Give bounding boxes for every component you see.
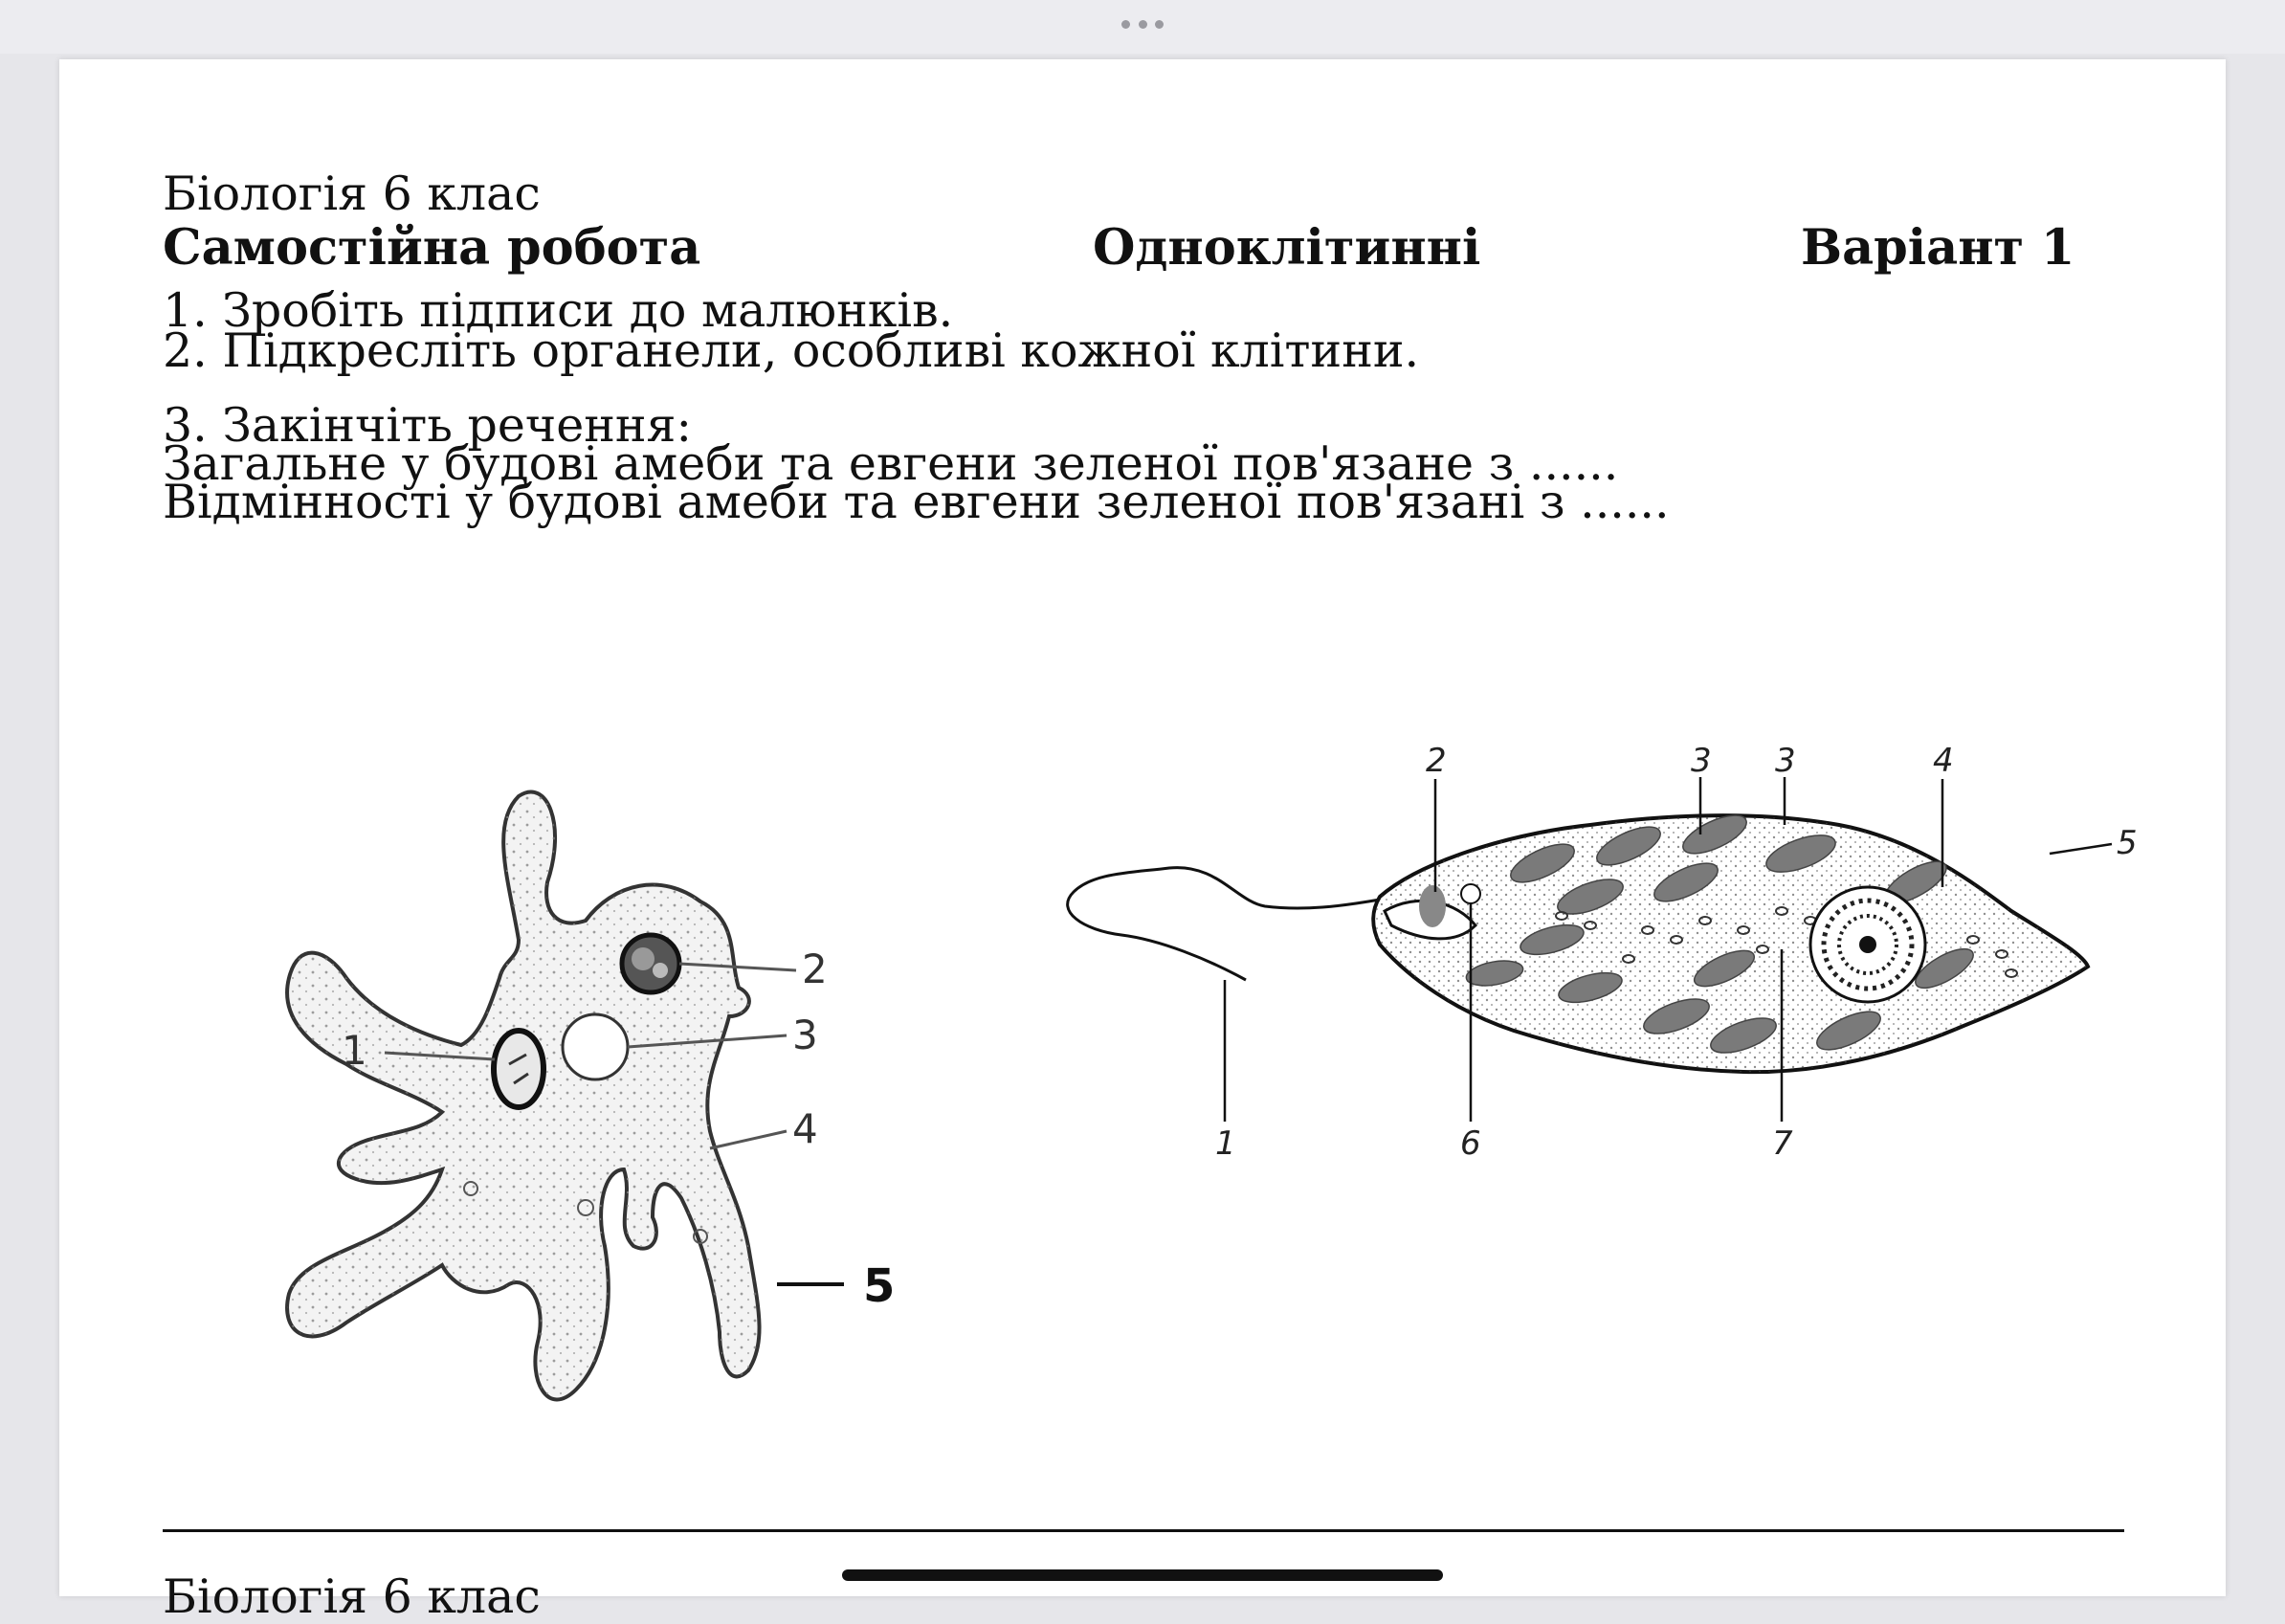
viewer-top-bar xyxy=(0,0,2285,54)
amoeba-nucleus xyxy=(494,1031,544,1107)
next-page-subject-title: Біологія 6 клас xyxy=(163,1569,541,1624)
euglena-nucleus xyxy=(1810,887,1925,1002)
task-3-line-2: Відмінності у будові амеби та евгени зеленої пов'язані з ...... xyxy=(163,475,1670,529)
task-3-line-1: Загальне у будові амеби та евгени зеленої пов'язане з ...... xyxy=(163,436,1619,491)
euglena-label-3a: 3 xyxy=(1691,742,1712,780)
euglena-label-5: 5 xyxy=(2117,824,2138,862)
euglena-label-6: 6 xyxy=(1460,1124,1481,1163)
subject-title: Біологія 6 клас xyxy=(163,167,541,221)
task-3-title: 3. Закінчіть речення: xyxy=(163,398,692,453)
euglena-label-2: 2 xyxy=(1426,742,1447,780)
work-type-heading: Самостійна робота xyxy=(163,219,701,277)
euglena-label-4: 4 xyxy=(1933,742,1954,780)
euglena-label-1: 1 xyxy=(1215,1124,1236,1163)
amoeba-label-4: 4 xyxy=(792,1105,818,1152)
task-2: 2. Підкресліть органели, особливі кожної клітини. xyxy=(163,323,1420,378)
euglena-eyespot xyxy=(1419,885,1446,927)
variant-heading: Варіант 1 xyxy=(1801,219,2075,277)
task-1: 1. Зробіть підписи до малюнків. xyxy=(163,283,954,338)
more-options-icon[interactable] xyxy=(1121,17,1164,31)
amoeba-contractile-vacuole xyxy=(563,1014,628,1079)
amoeba-label-1: 1 xyxy=(342,1027,367,1074)
euglena-contractile-vacuole xyxy=(1461,884,1480,903)
amoeba-label-2: 2 xyxy=(802,945,828,992)
section-divider xyxy=(163,1529,2124,1532)
euglena-flagellum xyxy=(1068,868,1380,980)
amoeba-figure xyxy=(203,768,987,1457)
euglena-label-3b: 3 xyxy=(1775,742,1796,780)
document-page xyxy=(59,59,2226,1624)
amoeba-label-3: 3 xyxy=(792,1012,818,1058)
topic-heading: Одноклітинні xyxy=(1093,219,1481,277)
amoeba-label-5: 5 xyxy=(863,1259,896,1313)
euglena-label-7: 7 xyxy=(1772,1124,1793,1163)
euglena-figure xyxy=(1054,729,2241,1169)
home-indicator[interactable] xyxy=(842,1569,1443,1581)
